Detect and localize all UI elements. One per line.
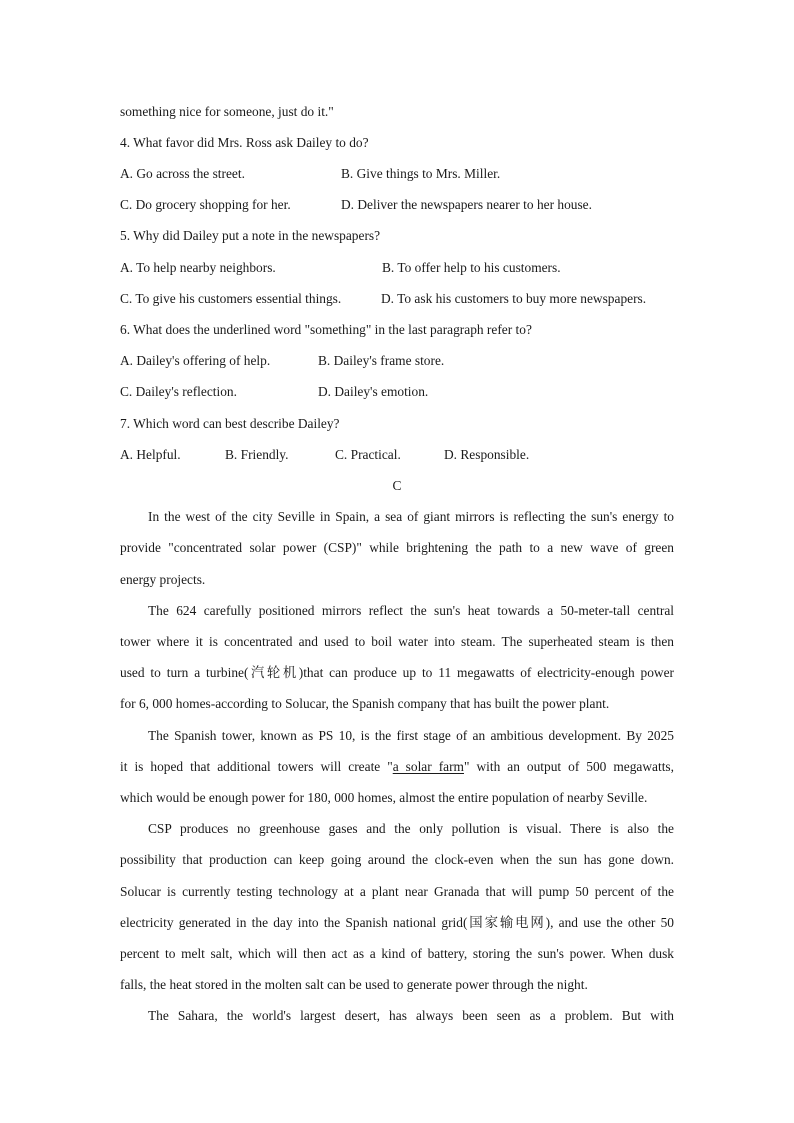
section-heading: C [392, 478, 402, 493]
q6-option-d[interactable]: D. Dailey's emotion. [318, 384, 429, 399]
passage-p1-line2: provide "concentrated solar power (CSP)" while brightening the path to a new wave of green [120, 540, 674, 555]
q7-option-b[interactable]: B. Friendly. [225, 447, 289, 462]
passage-p4-line6: falls, the heat stored in the molten salt can be used to generate power through the night. [120, 977, 588, 992]
passage-p2-line3: used to turn a turbine(汽轮机)that can produce up to 11 megawatts of electricity-enough power [120, 665, 674, 680]
passage-p4-line3: Solucar is currently testing technology at a plant near Granada that will pump 50 percent of the [120, 884, 674, 899]
q7-option-a[interactable]: A. Helpful. [120, 447, 181, 462]
q5-option-c[interactable]: C. To give his customers essential things. [120, 291, 342, 306]
passage-p3-line1: The Spanish tower, known as PS 10, is the first stage of an ambitious development. By 2025 [148, 728, 674, 743]
p3-line2-start: it is hoped that additional towers will create " [120, 759, 393, 774]
passage-p1-line3: energy projects. [120, 572, 206, 587]
passage-p3-line2 [120, 758, 674, 776]
passage-p4-line1: CSP produces no greenhouse gases and the only pollution is visual. There is also the [148, 821, 674, 836]
question-4-stem: 4. What favor did Mrs. Ross ask Dailey to do? [120, 135, 369, 150]
passage-p4-line5: percent to melt salt, which will then act as a kind of battery, storing the sun's power. When dusk [120, 946, 674, 961]
q6-option-a[interactable]: A. Dailey's offering of help. [120, 353, 271, 368]
passage-p5-line1: The Sahara, the world's largest desert, has always been seen as a problem. But with [148, 1008, 674, 1023]
passage-p2-line4: for 6, 000 homes-according to Solucar, the Spanish company that has built the power plant. [120, 696, 610, 711]
q5-option-b[interactable]: B. To offer help to his customers. [382, 260, 561, 275]
q4-option-a[interactable]: A. Go across the street. [120, 166, 245, 181]
passage-p4-line2: possibility that production can keep going around the clock-even when the sun has gone down. [120, 852, 674, 867]
question-5-stem: 5. Why did Dailey put a note in the newspapers? [120, 228, 381, 243]
passage-p2-line1: The 624 carefully positioned mirrors reflect the sun's heat towards a 50-meter-tall central [148, 603, 674, 618]
q4-option-c[interactable]: C. Do grocery shopping for her. [120, 197, 291, 212]
underlined-phrase: a solar farm [392, 759, 464, 774]
question-6-stem: 6. What does the underlined word "something" in the last paragraph refer to? [120, 322, 532, 337]
passage-p4-line4: electricity generated in the day into the Spanish national grid(国家输电网), and use the other 50 [120, 915, 674, 930]
q5-option-d[interactable]: D. To ask his customers to buy more newspapers. [381, 291, 647, 306]
q6-option-b[interactable]: B. Dailey's frame store. [318, 353, 445, 368]
question-7-stem: 7. Which word can best describe Dailey? [120, 416, 340, 431]
passage-p2-line2: tower where it is concentrated and used to boil water into steam. The superheated steam is then [120, 634, 674, 649]
q6-option-c[interactable]: C. Dailey's reflection. [120, 384, 237, 399]
q4-option-d[interactable]: D. Deliver the newspapers nearer to her house. [341, 197, 592, 212]
q7-option-d[interactable]: D. Responsible. [444, 447, 530, 462]
p3-line2-end: " with an output of 500 megawatts, [463, 759, 674, 774]
intro-line: something nice for someone, just do it." [120, 104, 334, 119]
q5-option-a[interactable]: A. To help nearby neighbors. [120, 260, 276, 275]
passage-p3-line3: which would be enough power for 180, 000 homes, almost the entire population of nearby Seville. [120, 790, 648, 805]
q4-option-b[interactable]: B. Give things to Mrs. Miller. [341, 166, 501, 181]
passage-p1-line1: In the west of the city Seville in Spain, a sea of giant mirrors is reflecting the sun's energy to [148, 509, 674, 524]
q7-option-c[interactable]: C. Practical. [335, 447, 401, 462]
